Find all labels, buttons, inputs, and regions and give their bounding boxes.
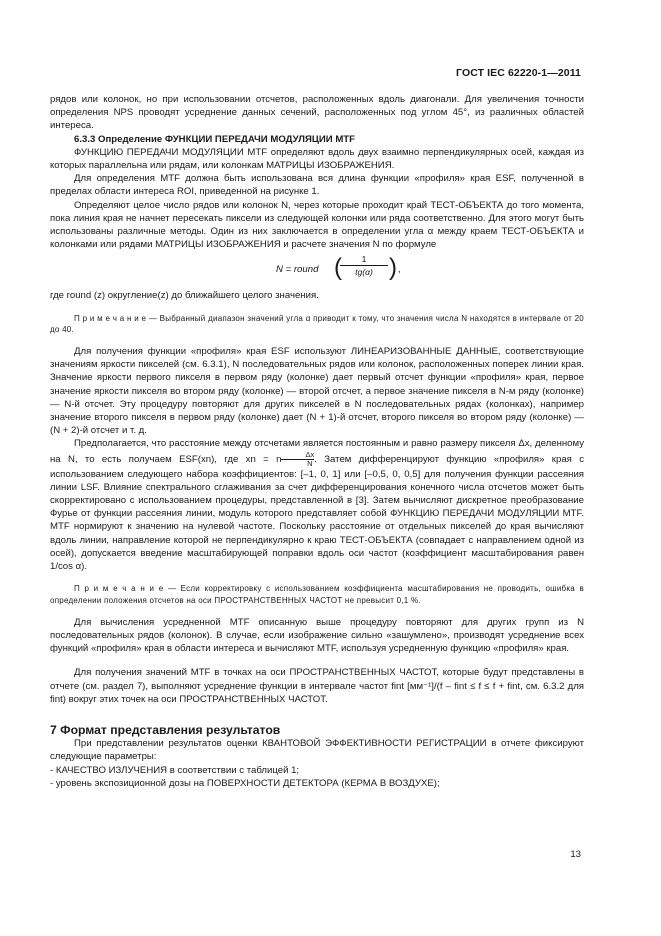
paragraph-n-rows: Определяют целое число рядов или колонок N, через которые проходит край ТЕСТ-ОБЪЕКТА до того момента, пока линия края не начнет пересекать пиксели из следующей колонки или ряда соответственно. Для этого могут быть использованы различные методы. Один из них заключается в определении угла α между краем ТЕСТ-ОБЪЕКТА и колонками или рядами МАТРИЦЫ ИЗОБРАЖЕНИЯ и расчете значения N по формуле bbox=[50, 199, 584, 251]
paragraph-differentiation bbox=[50, 437, 584, 573]
section-heading: 7 Формат представления результатов bbox=[50, 722, 281, 737]
paragraph-mtf-axes: ФУНКЦИЮ ПЕРЕДАЧИ МОДУЛЯЦИИ MTF определяют вдоль двух взаимно перпендикулярных осей, каждая из которых параллельна или рядам, или колонкам МАТРИЦЫ ИЗОБРАЖЕНИЯ. bbox=[50, 146, 584, 172]
paragraph-frequency-average: Для получения значений MTF в точках на оси ПРОСТРАНСТВЕННЫХ ЧАСТОТ, которые будут представлены в отчете (см. раздел 7), выполняют усреднение функции в интервале частот fint [мм⁻¹]/(f – fint ≤ f ≤ f + fint, см. 6.3.2 для fint) вокруг этих точек на оси ПРОСТРАНСТВЕННЫХ ЧАСТОТ. bbox=[50, 667, 584, 705]
formula-n-round bbox=[50, 253, 584, 287]
formula-denominator: tg(α) bbox=[355, 267, 373, 278]
subsection-heading: 6.3.3 Определение ФУНКЦИИ ПЕРЕДАЧИ МОДУЛЯЦИИ MTF bbox=[74, 133, 356, 145]
formula-fraction bbox=[340, 253, 388, 278]
note-label: П р и м е ч а н и е — bbox=[74, 584, 177, 594]
note-text: Если корректировку с использованием коэффициента масштабирования не проводить, ошибка в определении положения отсчетов на оси ПРОСТРАНСТВЕННЫХ ЧАСТОТ не превысит 0,1 %. bbox=[50, 584, 584, 605]
paragraph-differentiation-b: . Затем дифференцируют функцию «профиля» края с использованием следующего набора коэффициентов: [–1, 0, 1] или [–0,5, 0, 0,5] для получения функции рассеяния линии LSF. Влияние спектрального сглаживания за счет дифференцирования конечного числа отсчетов может быть скорректировано с использованием процедуры, представленной в [3]. Затем вычисляют дискретное преобразование Фурье от функции рассеяния линии, модуль которого представляет собой ФУНКЦИЮ ПЕРЕДАЧИ МОДУЛЯЦИИ MTF. MTF нормируют к значению на нулевой частоте. Поскольку расстояние от отдельных пикселей до края вычисляют вдоль линии, направление которой не перпендикулярно к краю ТЕСТ-ОБЪЕКТА (совпадает с направлением одной из осей), допускается введение масштабирующей поправки вдоль оси частот (коэффициент масштабирования равен 1/cos α). bbox=[50, 453, 585, 573]
note-text: Выбранный диапазон значений угла α приводит к тому, что значения числа N находятся в интервале от 20 до 40. bbox=[50, 313, 584, 334]
paragraph-differentiation-a: Предполагается, что расстояние между отсчетами является постоянным и равно размеру пикселя Δx, деленному на N, то есть получаем ESF(xn), где xn = n bbox=[50, 438, 584, 465]
document-header: ГОСТ IEC 62220-1—2011 bbox=[456, 67, 581, 79]
inline-fraction bbox=[281, 451, 314, 468]
list-item: - уровень экспозиционной дозы на ПОВЕРХНОСТИ ДЕТЕКТОРА (КЕРМА В ВОЗДУХЕ); bbox=[50, 777, 440, 789]
paragraph-report-params: При представлении результатов оценки КВАНТОВОЙ ЭФФЕКТИВНОСТИ РЕГИСТРАЦИИ в отчете фиксируют следующие параметры: bbox=[50, 738, 584, 763]
formula-end: , bbox=[398, 264, 401, 276]
page-content bbox=[50, 93, 584, 790]
paragraph-average-mtf: Для вычисления усредненной MTF описанную выше процедуру повторяют для других групп из N последовательных рядов (колонок). В случае, если изображение сильно «зашумлено», производят усреднение всех функций «профиля» края в области интереса и вычисляют MTF, используя усредненную функцию «профиля» края. bbox=[50, 616, 584, 655]
list-item: - КАЧЕСТВО ИЗЛУЧЕНИЯ в соответствии с таблицей 1; bbox=[50, 764, 300, 776]
paragraph-esf-linearized: Для получения функции «профиля» края ESF используют ЛИНЕАРИЗОВАННЫЕ ДАННЫЕ, соответствующие значениям яркости пикселей (см. 6.3.1), N последовательных рядов или колонок, расположенных поперек линии края. Значение яркости первого пикселя в первом ряду (колонке) дает первый отсчет функции «профиля» края, первое значение яркости пикселя во втором ряду (колонке) — второй отсчет, а первое значение пикселя в N-м ряду (колонке) — N-й отсчет. Эту процедуру повторяют для других пикселей в N последовательных рядах (колонках), например значение второго пикселя в первом ряду (колонке) дает (N + 1)-й отсчет, второго пикселя во втором ряду (колонке) — (N + 2)-й отсчет и т. д. bbox=[50, 346, 584, 437]
formula-lhs: N = round bbox=[276, 264, 319, 276]
note-scaling bbox=[50, 583, 584, 605]
paragraph-round-def: где round (z) округление(z) до ближайшего целого значения. bbox=[50, 290, 319, 302]
paragraph-continuation: рядов или колонок, но при использовании отсчетов, расположенных вдоль диагонали. Для увеличения точности определения NPS проводят усреднение данных сечений, расположенных под углом 45°, из различных областей интереса. bbox=[50, 94, 584, 132]
paragraph-esf-length: Для определения MTF должна быть использована вся длина функции «профиля» края ESF, полученной в пределах области интереса ROI, приведенной на рисунке 1. bbox=[50, 173, 584, 198]
page-number: 13 bbox=[570, 849, 581, 860]
formula-paren-right: ) bbox=[389, 254, 397, 282]
inline-fraction-den: N bbox=[307, 458, 313, 468]
formula-paren-left: ( bbox=[334, 254, 342, 282]
inline-fraction-num: Δx bbox=[281, 451, 314, 460]
note-label: П р и м е ч а н и е — bbox=[74, 313, 158, 323]
formula-numerator: 1 bbox=[340, 253, 388, 266]
note-angle-range bbox=[50, 313, 584, 335]
